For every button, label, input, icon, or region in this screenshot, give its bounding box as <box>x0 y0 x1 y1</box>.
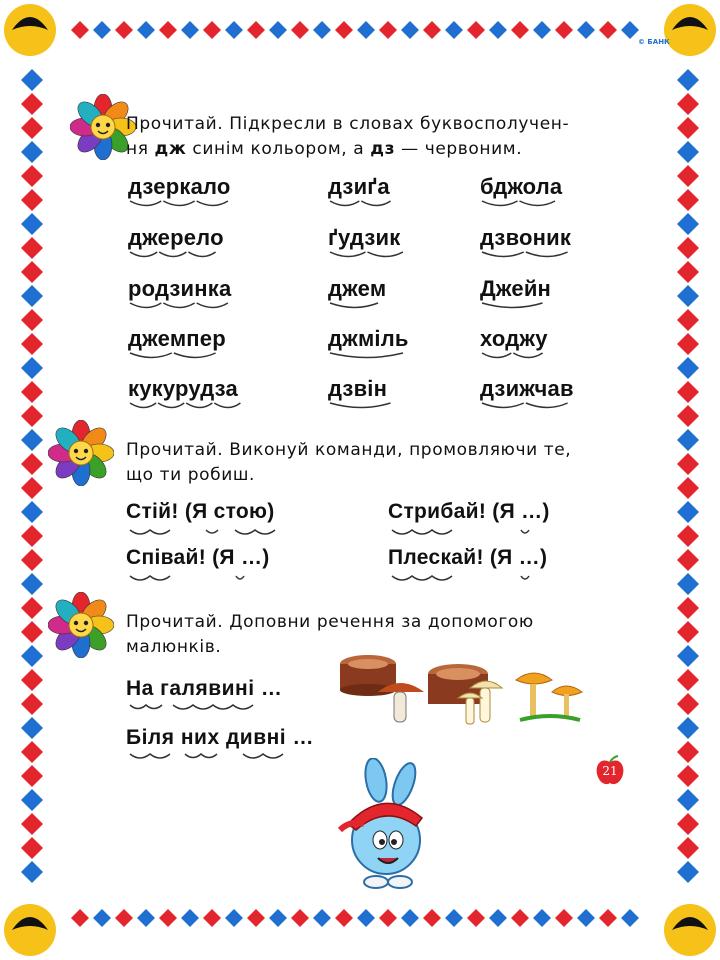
syllable-arcs <box>328 301 386 313</box>
syllable-arcs <box>128 250 224 262</box>
word-item: Джейн <box>480 276 551 302</box>
syllable-arcs <box>328 351 409 363</box>
word-item: джемпер <box>128 326 226 352</box>
rabbit-mascot-icon <box>334 758 434 894</box>
syllable-arcs <box>128 301 231 313</box>
page-number: 21 <box>602 764 618 778</box>
word-item: джерело <box>128 225 224 251</box>
word-item: дзижчав <box>480 376 574 402</box>
command-2: Стрибай! (Я …) <box>388 500 550 523</box>
command-3: Співай! (Я …) <box>126 546 270 569</box>
flower-mascot-icon <box>48 420 114 486</box>
publisher-logo: © БАНК <box>638 38 670 46</box>
syllable-arcs <box>128 401 238 413</box>
syllable-arcs <box>128 199 231 211</box>
task3-instruction-line1: Прочитай. Доповни речення за допомогою <box>126 612 534 632</box>
command-1: Стій! (Я стою) <box>126 500 275 523</box>
word-item: дзеркало <box>128 174 231 200</box>
syllable-arcs <box>480 301 551 313</box>
task1-instruction-line1: Прочитай. Підкресли в словах буквосполучен- <box>126 114 570 134</box>
task2-instruction-line1: Прочитай. Виконуй команди, промовляючи те, <box>126 440 572 460</box>
mushrooms-stumps-icon <box>330 646 600 728</box>
task1-instruction <box>126 112 586 162</box>
word-item: дзиґа <box>328 174 390 200</box>
task2-instruction-line2: що ти робиш. <box>126 465 256 485</box>
flower-mascot-icon <box>48 592 114 658</box>
syllable-arcs <box>128 351 226 363</box>
word-item: дзвоник <box>480 225 571 251</box>
word-item: кукурудза <box>128 376 238 402</box>
sentence-2: Біля них дивні … <box>126 726 314 749</box>
syllable-arcs <box>480 250 571 262</box>
task3-instruction-line2: малюнків. <box>126 637 222 657</box>
syllable-arcs <box>328 250 400 262</box>
word-item: ґудзик <box>328 225 400 251</box>
word-item: ходжу <box>480 326 548 352</box>
word-item: джем <box>328 276 386 302</box>
syllable-arcs <box>480 401 574 413</box>
sentence-1: На галявині … <box>126 677 283 700</box>
syllable-arcs <box>328 401 387 413</box>
syllable-arcs <box>480 351 548 363</box>
task2-instruction <box>126 438 586 488</box>
word-item: дзвін <box>328 376 387 402</box>
word-item: родзинка <box>128 276 231 302</box>
command-4: Плескай! (Я …) <box>388 546 548 569</box>
word-item: бджола <box>480 174 562 200</box>
syllable-arcs <box>328 199 390 211</box>
syllable-arcs <box>480 199 562 211</box>
task1-instruction-line2: ня дж синім кольором, а дз — червоним. <box>126 139 523 159</box>
word-item: джміль <box>328 326 409 352</box>
